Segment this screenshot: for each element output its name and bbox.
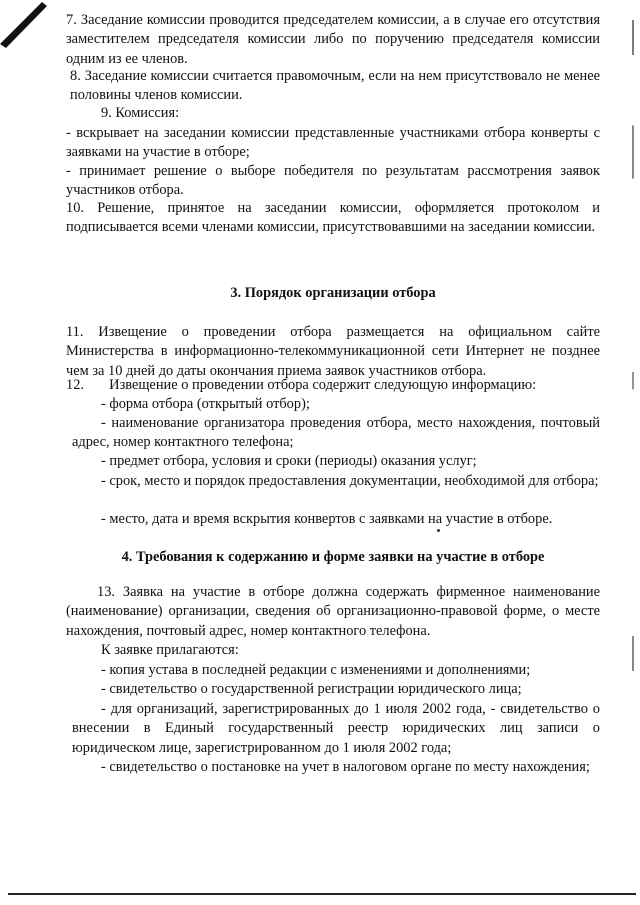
list-item: - наименование организатора проведения отбора, место нахождения, почтовый адрес, номер контактного телефона; — [72, 415, 600, 451]
paragraph-13: 13. Заявка на участие в отборе должна содержать фирменное наименование (наименование) организации, сведения об организационно-правовой форме, о месте нахождения, почтовый адрес, номер контактного телефона. — [66, 584, 600, 639]
list-item: - копия устава в последней редакции с изменениями и дополнениями; — [101, 662, 531, 678]
paragraph-8: 8. Заседание комиссии считается правомочным, если на нем присутствовало не менее половины членов комиссии. — [70, 68, 600, 104]
scan-speck — [437, 529, 440, 532]
paragraph-10: 10. Решение, принятое на заседании комиссии, оформляется протоколом и подписывается всеми членами комиссии, присутствовавшими на заседании комиссии. — [66, 200, 600, 236]
page-bottom-rule — [8, 893, 636, 895]
list-item: - предмет отбора, условия и сроки (периоды) оказания услуг; — [101, 453, 477, 469]
paragraph-7: 7. Заседание комиссии проводится председателем комиссии, а в случае его отсутствия заместителем председателя комиссии либо по поручению председателя комиссии одним из ее членов. — [66, 12, 600, 67]
list-item: - свидетельство о государственной регистрации юридического лица; — [101, 681, 522, 697]
list-item: - форма отбора (открытый отбор); — [101, 396, 310, 412]
list-item: - срок, место и порядок предоставления документации, необходимой для отбора; — [101, 473, 599, 489]
paragraph-12: 12. Извещение о проведении отбора содержит следующую информацию: — [66, 377, 537, 393]
scan-corner-mark — [0, 0, 50, 50]
paragraph-9-item-2: - принимает решение о выборе победителя по результатам рассмотрения заявок участников отбора. — [66, 163, 600, 199]
scan-edge-shadow — [632, 20, 634, 900]
list-item: - место, дата и время вскрытия конвертов с заявками на участие в отборе. — [101, 511, 553, 527]
section-3-heading: 3. Порядок организации отбора — [230, 285, 436, 301]
list-item: - для организаций, зарегистрированных до 1 июля 2002 года, - свидетельство о внесении в Единый государственный реестр юридических лиц записи о юридическом лице, зарегистрированном до 1 июля 2002 года; — [72, 701, 600, 756]
paragraph-9: 9. Комиссия: — [101, 105, 180, 121]
paragraph-11: 11. Извещение о проведении отбора размещается на официальном сайте Министерства в информационно-телекоммуникационной сети Интернет не позднее чем за 10 дней до даты окончания приема заявок участников отбора. — [66, 324, 600, 379]
section-4-heading: 4. Требования к содержанию и форме заявки на участие в отборе — [121, 549, 545, 565]
paragraph-9-item-1: - вскрывает на заседании комиссии представленные участниками отбора конверты с заявками на участие в отборе; — [66, 125, 600, 161]
list-item: - свидетельство о постановке на учет в налоговом органе по месту нахождения; — [101, 759, 590, 775]
attachments-intro: К заявке прилагаются: — [101, 642, 239, 658]
